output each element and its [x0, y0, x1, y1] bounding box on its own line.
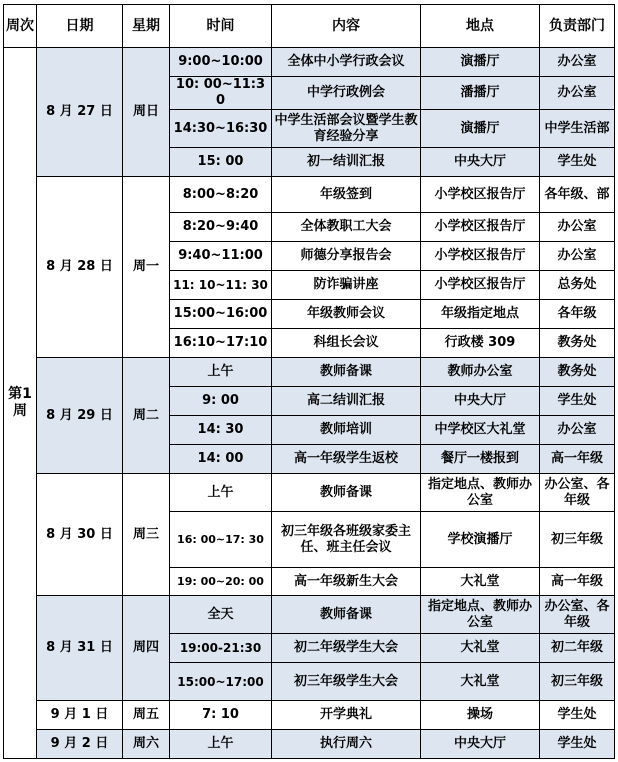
dept-cell: 办公室 — [540, 242, 615, 271]
place-cell: 指定地点、教师办公室 — [421, 474, 540, 512]
weekday-cell: 周三 — [123, 474, 170, 596]
time-cell: 10: 00~11:30 — [170, 77, 272, 110]
content-cell: 教师备课 — [272, 596, 421, 634]
content-cell: 全体教职工大会 — [272, 213, 421, 242]
header-dept: 负责部门 — [540, 5, 615, 48]
time-cell: 19: 00~20: 00 — [170, 568, 272, 596]
place-cell: 演播厅 — [421, 48, 540, 77]
dept-cell: 办公室 — [540, 77, 615, 110]
time-cell: 8:00~8:20 — [170, 177, 272, 213]
dept-cell: 中学生活部 — [540, 110, 615, 148]
time-cell: 16:10~17:10 — [170, 329, 272, 358]
content-cell: 教师培训 — [272, 416, 421, 445]
header-content: 内容 — [272, 5, 421, 48]
dept-cell: 办公室 — [540, 48, 615, 77]
dept-cell: 办公室、各年级 — [540, 474, 615, 512]
table-row — [4, 730, 615, 759]
table-row — [4, 474, 615, 512]
dept-cell: 学生处 — [540, 387, 615, 416]
place-cell: 演播厅 — [421, 110, 540, 148]
content-cell: 高二结训汇报 — [272, 387, 421, 416]
weekday-cell: 周五 — [123, 701, 170, 730]
header-place: 地点 — [421, 5, 540, 48]
dept-cell: 总务处 — [540, 271, 615, 300]
dept-cell: 教务处 — [540, 329, 615, 358]
content-cell: 防诈骗讲座 — [272, 271, 421, 300]
content-cell: 开学典礼 — [272, 701, 421, 730]
content-cell: 年级教师会议 — [272, 300, 421, 329]
time-cell: 全天 — [170, 596, 272, 634]
place-cell: 大礼堂 — [421, 568, 540, 596]
place-cell: 潘播厅 — [421, 77, 540, 110]
date-cell: 8 月 29 日 — [37, 358, 123, 474]
content-cell: 中学生活部会议暨学生教育经验分享 — [272, 110, 421, 148]
table-row — [4, 48, 615, 77]
dept-cell: 学生处 — [540, 148, 615, 177]
time-cell: 9:40~11:00 — [170, 242, 272, 271]
dept-cell: 高一年级 — [540, 568, 615, 596]
time-cell: 上午 — [170, 358, 272, 387]
content-cell: 初一结训汇报 — [272, 148, 421, 177]
dept-cell: 初三年级 — [540, 512, 615, 568]
dept-cell: 各年级 — [540, 300, 615, 329]
weekday-cell: 周二 — [123, 358, 170, 474]
dept-cell: 办公室 — [540, 213, 615, 242]
weekday-cell: 周六 — [123, 730, 170, 759]
header-time: 时间 — [170, 5, 272, 48]
content-cell: 教师备课 — [272, 358, 421, 387]
dept-cell: 学生处 — [540, 701, 615, 730]
place-cell: 操场 — [421, 701, 540, 730]
content-cell: 教师备课 — [272, 474, 421, 512]
time-cell: 14: 00 — [170, 445, 272, 474]
place-cell: 小学校区报告厅 — [421, 242, 540, 271]
time-cell: 8:20~9:40 — [170, 213, 272, 242]
table-row — [4, 358, 615, 387]
weekday-cell: 周日 — [123, 48, 170, 177]
time-cell: 14: 30 — [170, 416, 272, 445]
time-cell: 9: 00 — [170, 387, 272, 416]
place-cell: 年级指定地点 — [421, 300, 540, 329]
date-cell: 8 月 27 日 — [37, 48, 123, 177]
time-cell: 7: 10 — [170, 701, 272, 730]
weekday-cell: 周一 — [123, 177, 170, 358]
weekday-cell: 周四 — [123, 596, 170, 701]
header-week: 周次 — [4, 5, 37, 48]
content-cell: 科组长会议 — [272, 329, 421, 358]
table-row — [4, 596, 615, 634]
date-cell: 8 月 30 日 — [37, 474, 123, 596]
date-cell: 8 月 31 日 — [37, 596, 123, 701]
place-cell: 教师办公室 — [421, 358, 540, 387]
content-cell: 中学行政例会 — [272, 77, 421, 110]
content-cell: 初三年级各班级家委主任、班主任会议 — [272, 512, 421, 568]
content-cell: 初二年级学生大会 — [272, 634, 421, 663]
place-cell: 中央大厅 — [421, 730, 540, 759]
content-cell: 执行周六 — [272, 730, 421, 759]
place-cell: 中央大厅 — [421, 148, 540, 177]
place-cell: 学校演播厅 — [421, 512, 540, 568]
place-cell: 大礼堂 — [421, 634, 540, 663]
schedule-table — [3, 4, 615, 759]
week-cell: 第1周 — [4, 48, 37, 759]
content-cell: 全体中小学行政会议 — [272, 48, 421, 77]
place-cell: 行政楼 309 — [421, 329, 540, 358]
time-cell: 15:00~16:00 — [170, 300, 272, 329]
dept-cell: 初二年级 — [540, 634, 615, 663]
place-cell: 小学校区报告厅 — [421, 213, 540, 242]
header-weekday: 星期 — [123, 5, 170, 48]
place-cell: 餐厅一楼报到 — [421, 445, 540, 474]
content-cell: 师德分享报告会 — [272, 242, 421, 271]
date-cell: 9 月 1 日 — [37, 701, 123, 730]
time-cell: 15: 00 — [170, 148, 272, 177]
content-cell: 初三年级学生大会 — [272, 663, 421, 701]
place-cell: 中学校区大礼堂 — [421, 416, 540, 445]
date-cell: 8 月 28 日 — [37, 177, 123, 358]
table-row — [4, 177, 615, 213]
place-cell: 中央大厅 — [421, 387, 540, 416]
dept-cell: 初三年级 — [540, 663, 615, 701]
header-date: 日期 — [37, 5, 123, 48]
time-cell: 9:00~10:00 — [170, 48, 272, 77]
table-row — [4, 701, 615, 730]
time-cell: 16: 00~17: 30 — [170, 512, 272, 568]
content-cell: 高一年级学生返校 — [272, 445, 421, 474]
dept-cell: 办公室 — [540, 416, 615, 445]
content-cell: 高一年级新生大会 — [272, 568, 421, 596]
place-cell: 大礼堂 — [421, 663, 540, 701]
dept-cell: 办公室、各年级 — [540, 596, 615, 634]
time-cell: 15:00~17:00 — [170, 663, 272, 701]
content-cell: 年级签到 — [272, 177, 421, 213]
dept-cell: 教务处 — [540, 358, 615, 387]
time-cell: 上午 — [170, 474, 272, 512]
place-cell: 小学校区报告厅 — [421, 271, 540, 300]
time-cell: 上午 — [170, 730, 272, 759]
dept-cell: 学生处 — [540, 730, 615, 759]
dept-cell: 高一年级 — [540, 445, 615, 474]
date-cell: 9 月 2 日 — [37, 730, 123, 759]
place-cell: 指定地点、教师办公室 — [421, 596, 540, 634]
header-row — [4, 5, 615, 48]
place-cell: 小学校区报告厅 — [421, 177, 540, 213]
dept-cell: 各年级、部 — [540, 177, 615, 213]
time-cell: 11: 10~11: 30 — [170, 271, 272, 300]
time-cell: 14:30~16:30 — [170, 110, 272, 148]
time-cell: 19:00-21:30 — [170, 634, 272, 663]
